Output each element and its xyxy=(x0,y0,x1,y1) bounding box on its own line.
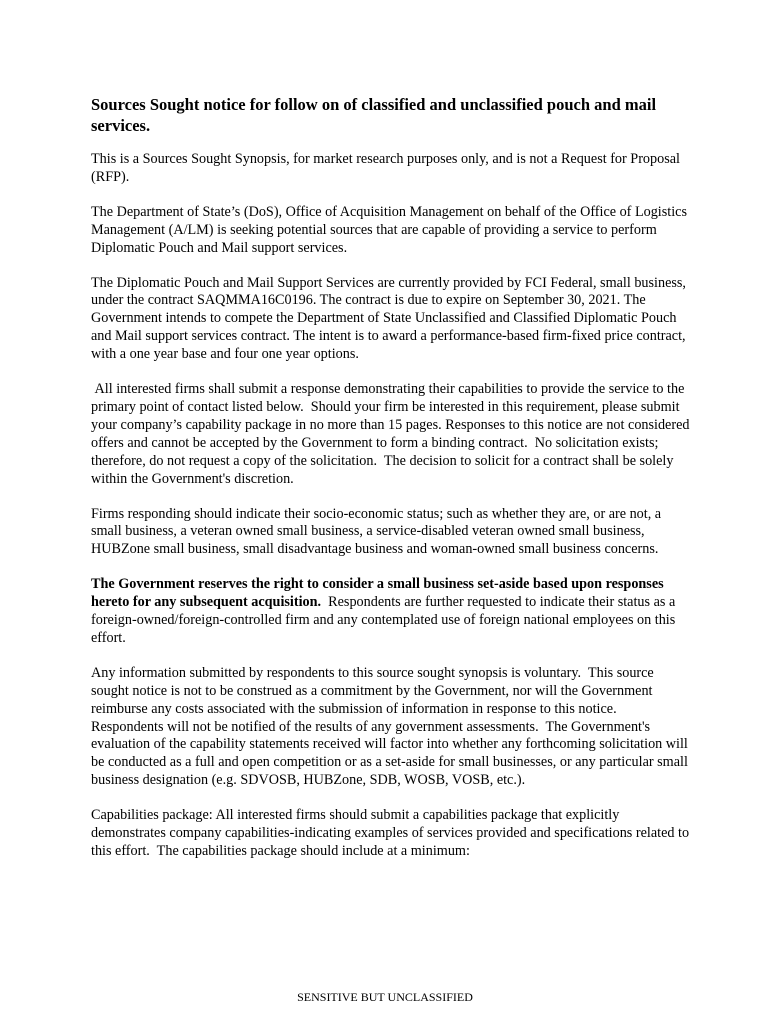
paragraph-current-contract: The Diplomatic Pouch and Mail Support Services are currently provided by FCI Federal, small business, under the contract SAQMMA16C0196. The contract is due to expire on September 30, 2021. The Government intends to compete the Department of State Unclassified and Classified Diplomatic Pouch and Mail support services contract. The intent is to award a performance-based firm-fixed price contract, with a one year base and four one year options. xyxy=(91,274,686,363)
footer-classification-marking: SENSITIVE BUT UNCLASSIFIED xyxy=(297,990,473,1004)
paragraph-setaside xyxy=(91,576,691,648)
paragraph-dos-seeking: The Department of State’s (DoS), Office of Acquisition Management on behalf of the Office of Logistics Management (A/LM) is seeking potential sources that are capable of providing a service to perform Diplomatic Pouch and Mail support services. xyxy=(91,203,687,256)
document-title: Sources Sought notice for follow on of classified and unclassified pouch and mail services. xyxy=(91,95,657,135)
setaside-bold-text: The Government reserves the right to consider a small business set-aside based upon responses hereto for any subsequent acquisition. xyxy=(91,576,668,611)
paragraph-submit-response: All interested firms shall submit a response demonstrating their capabilities to provide the service to the primary point of contact listed below. Should your firm be interested in this requirement, please submit your company’s capability package in no more than 15 pages. Responses to this notice are not considered offers and cannot be accepted by the Government to form a binding contract. No solicitation exists; therefore, do not request a copy of the solicitation. The decision to solicit for a contract shall be solely within the Government's discretion. xyxy=(91,381,694,487)
paragraph-capabilities: Capabilities package: All interested firms should submit a capabilities package that explicitly demonstrates company capabilities-indicating examples of services provided and specifications related to this effort. The capabilities package should include at a minimum: xyxy=(91,807,693,859)
document-body xyxy=(91,94,694,878)
setaside-rest-text: Respondents are further requested to indicate their status as a foreign-owned/foreign-controlled firm and any contemplated use of foreign national employees on this effort. xyxy=(91,594,679,646)
paragraph-voluntary: Any information submitted by respondents to this source sought synopsis is voluntary. This source sought notice is not to be construed as a commitment by the Government, nor will the Government reimburse any costs associated with the submission of information in response to this notice. Respondents will not be notified of the results of any government assessments. The Government's evaluation of the capability statements received will factor into whether any forthcoming solicitation will be conducted as a full and open competition or as a set-aside for small businesses, or any particular small business designation (e.g. SDVOSB, HUBZone, SDB, WOSB, VOSB, etc.). xyxy=(91,664,692,789)
paragraph-socio-economic: Firms responding should indicate their socio-economic status; such as whether they are, or are not, a small business, a veteran owned small business, a service-disabled veteran owned small business, HUBZone small business, small disadvantage business and woman-owned small business concerns. xyxy=(91,505,662,558)
paragraph-synopsis: This is a Sources Sought Synopsis, for market research purposes only, and is not a Request for Proposal (RFP). xyxy=(91,151,680,185)
